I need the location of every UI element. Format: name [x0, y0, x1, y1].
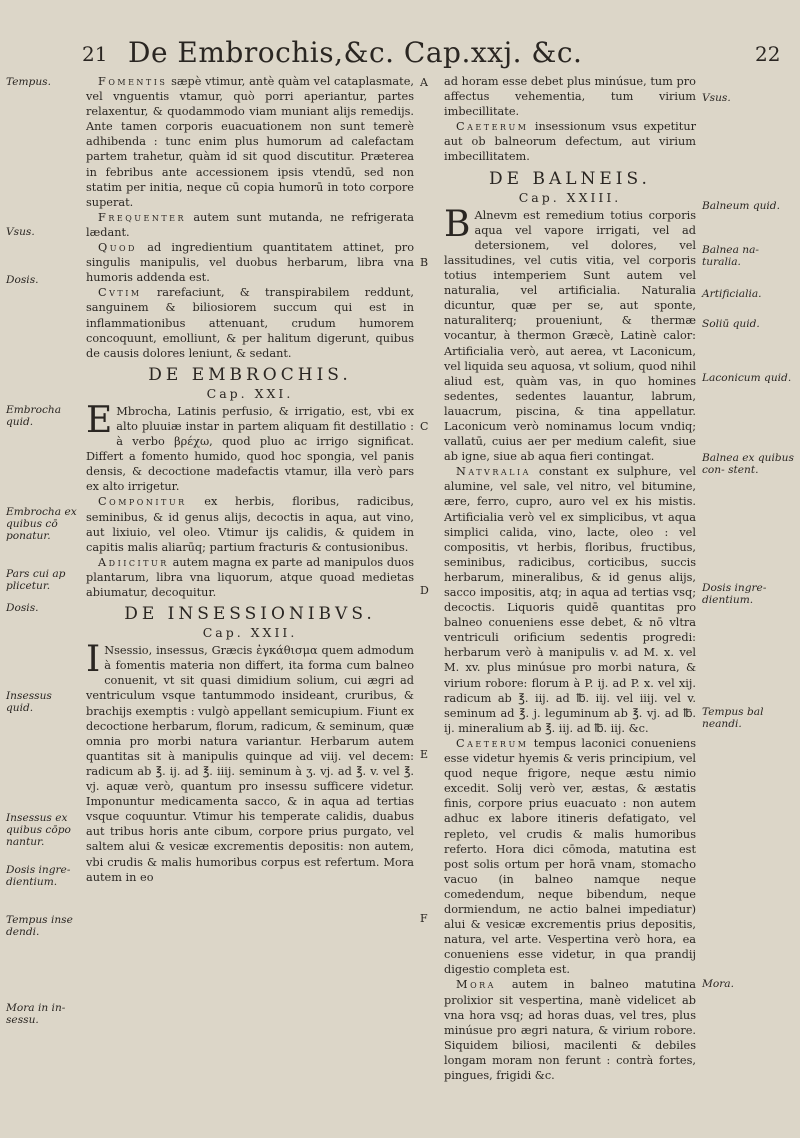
margin-note: Balnea ex quibus con- stent.	[702, 452, 794, 476]
margin-note: Insessus ex quibus cōpo nantur.	[6, 812, 71, 848]
paragraph	[444, 74, 696, 119]
paragraph	[444, 977, 696, 1083]
lead-word: Frequenter	[98, 210, 187, 224]
margin-note: Laconicum quid.	[702, 372, 792, 384]
lead-word: Fomentis	[98, 75, 168, 88]
paragraph	[444, 203, 696, 465]
chapter-number: Cap. XXI.	[206, 385, 294, 401]
drop-cap: E	[86, 399, 113, 441]
paragraph-text: ad ingredientium quantitatem attinet, pro singulis manipulis, vel duobus herbarum, libra vna humoris addenda est.	[86, 241, 414, 285]
chapter-heading: DE INSESSIONIBVS.	[124, 604, 376, 625]
paragraph-text: ad horam esse debet plus minúsue, tum pro affectus vehementia, tum virium imbecillitate.	[444, 75, 696, 119]
paragraph-text: Mbrocha, Latinis perfusio, & irrigatio, est, vbi ex alto pluuiæ instar in partem aliquam fit destillatio : à verbo βρέχω, quod pluo ac irrigo significat. Differt a fomento humido, quod hoc spongia, vel panis densis, & decoctione madefactis vtamur, illa verò pars ex alto irrigetur.	[86, 404, 414, 494]
margin-note: Mora in in- sessu.	[6, 1002, 66, 1026]
paragraph	[86, 399, 414, 495]
lead-word: Natvralia	[456, 465, 531, 479]
margin-note: Tempus.	[6, 76, 51, 88]
chapter-heading: DE BALNEIS.	[489, 168, 651, 189]
paragraph-text: insessionum vsus expetitur aut ob balneorum defectum, aut virium imbecillitatem.	[444, 120, 696, 164]
margin-note: Vsus.	[6, 226, 35, 238]
margin-note: Tempus bal neandi.	[702, 706, 764, 730]
paragraph-text: Alnevm est remedium totius corporis aqua vel vapore irrigati, vel ad detersionem, vel dolores, vel lassitudines, vel cutis vitia, vel corporis totius intemperiem Sunt autem vel naturalia, vel artificialia. Naturalia dicuntur, quæ per se, aut sponte, naturaliterq; proueniunt, & thermæ vocantur, à thermon Græcè, Latinè calor: Artificialia verò, aut aerea, vt Laconicum, vel liquida seu aquosa, vt solium, quod nihil aliud est, quàm vas, in quo homines sedentes, sedentes lauantur, labrum, lauacrum, piscina, & tina appellatur. Laconicum verò nominamus locum vndiq; vallatū, cuius aer per medium calefit, siue ab igne, siue ab aqua fieri contingat.	[444, 208, 696, 464]
drop-cap: I	[86, 639, 101, 681]
margin-note: Mora.	[702, 978, 734, 990]
margin-note: Embrocha quid.	[6, 404, 62, 428]
lead-word: Quod	[98, 241, 137, 255]
margin-note: Dosis ingre- dientium.	[702, 582, 767, 606]
left-column	[86, 74, 414, 885]
paragraph-text: rarefaciunt, & transpirabilem reddunt, sanguinem & biliosiorem succum qui est in inflammationibus attenuant, crudum humorem concoquunt, emolliunt, & per halitum digerunt, quibus de causis dolores leniunt, & sedant.	[86, 286, 415, 360]
section-letter: A	[420, 76, 428, 89]
margin-note: Embrocha ex quibus cō ponatur.	[6, 506, 77, 542]
lead-word: Mora	[456, 978, 496, 992]
margin-note: Balnea na- turalia.	[702, 244, 759, 268]
lead-word: Adiicitur	[98, 555, 169, 569]
paragraph-text: tempus laconici conueniens esse videtur hyemis & veris principium, vel quod neque frigore, neque æstu nimio excedit. Solij verò ver, æstas, & æstatis finis, corpore prius euacuato : non autem adhuc ex labore itineris defatigato, vel repleto, vel crudis & malis humoribus referto. Hora dici cōmoda, matutina est post solis ortum per horā vnam, stomacho vacuo (in balneo namque neque comedendum, neque bibendum, neque dormiendum, ne actio balnei impediatur) alui & vesicæ excrementis prius depositis, natura, vel arte. Vespertina verò hora, ea conueniens esse videtur, in qua prandij digestio completa est.	[444, 736, 696, 977]
paragraph-text: autem sunt mutanda, ne refrigerata lædant.	[86, 210, 414, 239]
margin-note: Soliū quid.	[702, 318, 760, 330]
paragraph-text: autem in balneo matutina prolixior sit vespertina, manè videlicet ab vna hora vsq; ad horas duas, vel tres, plus minúsue pro ægri natura, & virium robore. Siquidem biliosi, macilenti & debiles longam moram non ferunt : contrà fortes, pingues, frigidi &c.	[444, 978, 696, 1082]
paragraph	[444, 464, 696, 736]
paragraph	[86, 74, 414, 210]
lead-word: Cvtim	[98, 286, 142, 300]
lead-word: Caeterum	[456, 736, 529, 750]
paragraph-text: sæpè vtimur, antè quàm vel cataplasmate, vel vnguentis vtamur, quò porri aperiantur, partes relaxentur, & quodammodo viam muniant alijs remedijs. Ante tamen corporis euacuationem non sunt temerè adhibenda : tunc enim plus humorum ad calefactam partem trahetur, quàm id sit quod discutitur. Præterea in febribus ante accessionem ipsis vtendū, sed non statim per initia, neque cū copia humorū in toto corpore superat.	[86, 75, 414, 209]
section-letter: D	[420, 584, 429, 597]
margin-note: Vsus.	[702, 92, 731, 104]
margin-note: Dosis ingre- dientium.	[6, 864, 71, 888]
margin-note: Balneum quid.	[702, 200, 780, 212]
chapter-number: Cap. XXIII.	[518, 189, 622, 205]
lead-word: Componitur	[98, 495, 187, 509]
paragraph	[86, 494, 414, 554]
right-column	[444, 74, 696, 1083]
chapter-number: Cap. XXII.	[202, 625, 298, 641]
paragraph-text: Nsessio, insessus, Græcis ἐγκάθισμα quem admodum à fomentis materia non differt, ita forma cum balneo conuenit, vt sit quasi dimidium solium, cui ægri ad ventriculum vsque tantummodo insideant, cruribus, & brachijs exemptis : vulgò appellant semicupium. Fiunt ex decoctione herbarum, florum, radicum, & seminum, quæ omnia pro morbi natura variantur. Herbarum autem quantitas sit à manipulis quinque ad viij. vel decem: radicum ab ℥. ij. ad ℥. iiij. seminum à ʒ. vj. ad ℥. v. vel ℥. vj. aquæ verò, quantum pro insessu sufficere videtur. Imponuntur medicamenta sacco, & in aqua ad tertias vsque coquuntur. Vtimur his temperate calidis, duabus aut tribus horis ante cibum, corpore prius purgato, vel saltem alui & vesicæ excrementis depositis: non autem, vbi crudis & malis humoribus corpus est refertum. Mora autem in eo	[86, 644, 414, 884]
section-letter: C	[420, 420, 429, 433]
margin-note: Insessus quid.	[6, 690, 52, 714]
paragraph-text: ex herbis, floribus, radicibus, seminibus, & id genus alijs, decoctis in aqua, aut vino, aut lixiuio, vel oleo. Vtimur ijs calidis, & quidem in capitis malis aliarūq; partium fracturis & contusionibus.	[86, 495, 414, 554]
paragraph	[86, 639, 414, 885]
margin-note: Pars cui ap plicetur.	[6, 568, 66, 592]
margin-note: Tempus inse dendi.	[6, 914, 73, 938]
margin-note: Artificialia.	[702, 288, 762, 300]
paragraph	[86, 210, 414, 240]
drop-cap: B	[444, 203, 471, 245]
paragraph	[86, 555, 414, 600]
chapter-heading: DE EMBROCHIS.	[148, 364, 352, 385]
folio-left: 21	[82, 42, 108, 66]
section-letter: B	[420, 256, 429, 269]
paragraph	[444, 119, 696, 164]
section-letter: E	[420, 748, 429, 761]
section-letter: F	[420, 912, 428, 925]
lead-word: Caeterum	[456, 120, 529, 134]
paragraph	[86, 285, 414, 360]
page-header	[0, 30, 800, 70]
running-head: De Embrochis,&c. Cap.xxj. &c.	[128, 36, 583, 69]
margin-note: Dosis.	[6, 274, 39, 286]
folio-right: 22	[755, 42, 781, 66]
paragraph	[86, 240, 414, 285]
margin-note: Dosis.	[6, 602, 39, 614]
paragraph	[444, 736, 696, 978]
paragraph-text: autem magna ex parte ad manipulos duos plantarum, libra vna liquorum, atque quoad medietas abiumatur, decoquitur.	[86, 555, 414, 599]
paragraph-text: constant ex sulphure, vel alumine, vel sale, vel nitro, vel bitumine, ære, ferro, cupro, auro vel ex his mistis. Artificialia verò vel ex simplicibus, vt aqua simplici calida, vino, lacte, oleo : vel compositis, vt herbis, floribus, fructibus, seminibus, radicibus, corticibus, succis herbarum, mineralibus, & id genus alijs, sacco impositis, atq; in aqua ad tertias vsq; decoctis. Liquoris quidē quantitas pro balneo conueniens esse debet, & nō vltra ventriculi orificium sedentis progredi: herbarum verò à manipulis v. ad M. x. vel M. xv. plus minúsue pro morbi natura, & virium robore: florum à P. ij. ad P. x. vel xij. radicum ab ℥. iij. ad ℔. iij. vel iiij. vel v. seminum ad ℥. j. leguminum ab ℥. vj. ad ℔. ij. mineralium ab ℥. iij. ad ℔. iij. &c.	[444, 465, 696, 735]
